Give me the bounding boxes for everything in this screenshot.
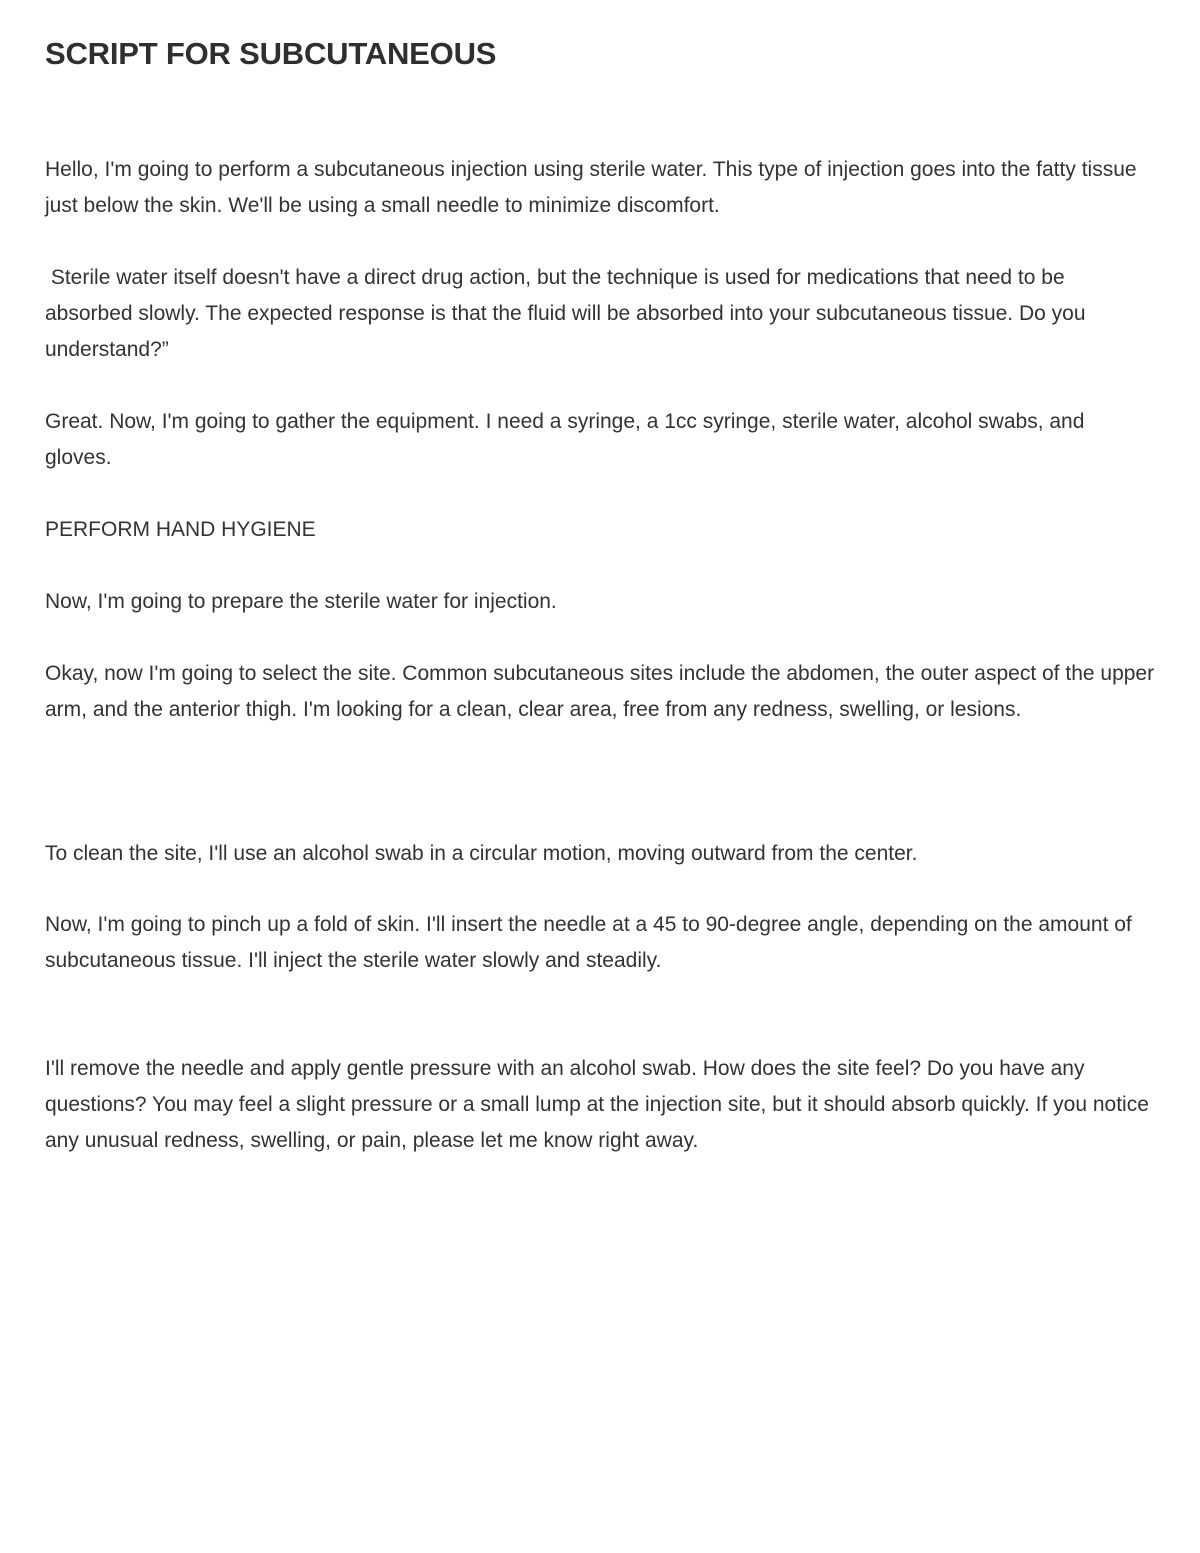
paragraph-clean-site: To clean the site, I'll use an alcohol swab in a circular motion, moving outward from the center.: [45, 842, 918, 865]
paragraph-remove-needle: I'll remove the needle and apply gentle pressure with an alcohol swab. How does the site feel? Do you have any questions? You may feel a slight pressure or a small lump at the injection site, but it should absorb quickly. If you notice any unusual redness, swelling, or pain, please let me know right away.: [45, 1057, 1155, 1152]
paragraph-select-site: Okay, now I'm going to select the site. Common subcutaneous sites include the abdomen, the outer aspect of the upper arm, and the anterior thigh. I'm looking for a clean, clear area, free from any redness, swelling, or lesions.: [45, 662, 1160, 721]
paragraph-prepare-water: Now, I'm going to prepare the sterile water for injection.: [45, 590, 557, 613]
paragraph-drug-action: Sterile water itself doesn't have a direct drug action, but the technique is used for medications that need to be absorbed slowly. The expected response is that the fluid will be absorbed into your subcutaneous tissue. Do you understand?”: [45, 266, 1092, 361]
paragraph-hand-hygiene: PERFORM HAND HYGIENE: [45, 518, 316, 541]
paragraph-introduction: Hello, I'm going to perform a subcutaneous injection using sterile water. This type of injection goes into the fatty tissue just below the skin. We'll be using a small needle to minimize discomfort.: [45, 158, 1143, 217]
paragraph-gather-equipment: Great. Now, I'm going to gather the equipment. I need a syringe, a 1cc syringe, sterile water, alcohol swabs, and gloves.: [45, 410, 1091, 469]
paragraph-insert-needle: Now, I'm going to pinch up a fold of skin. I'll insert the needle at a 45 to 90-degree angle, depending on the amount of subcutaneous tissue. I'll inject the sterile water slowly and steadily.: [45, 913, 1138, 972]
document-title: SCRIPT FOR SUBCUTANEOUS: [45, 36, 497, 71]
